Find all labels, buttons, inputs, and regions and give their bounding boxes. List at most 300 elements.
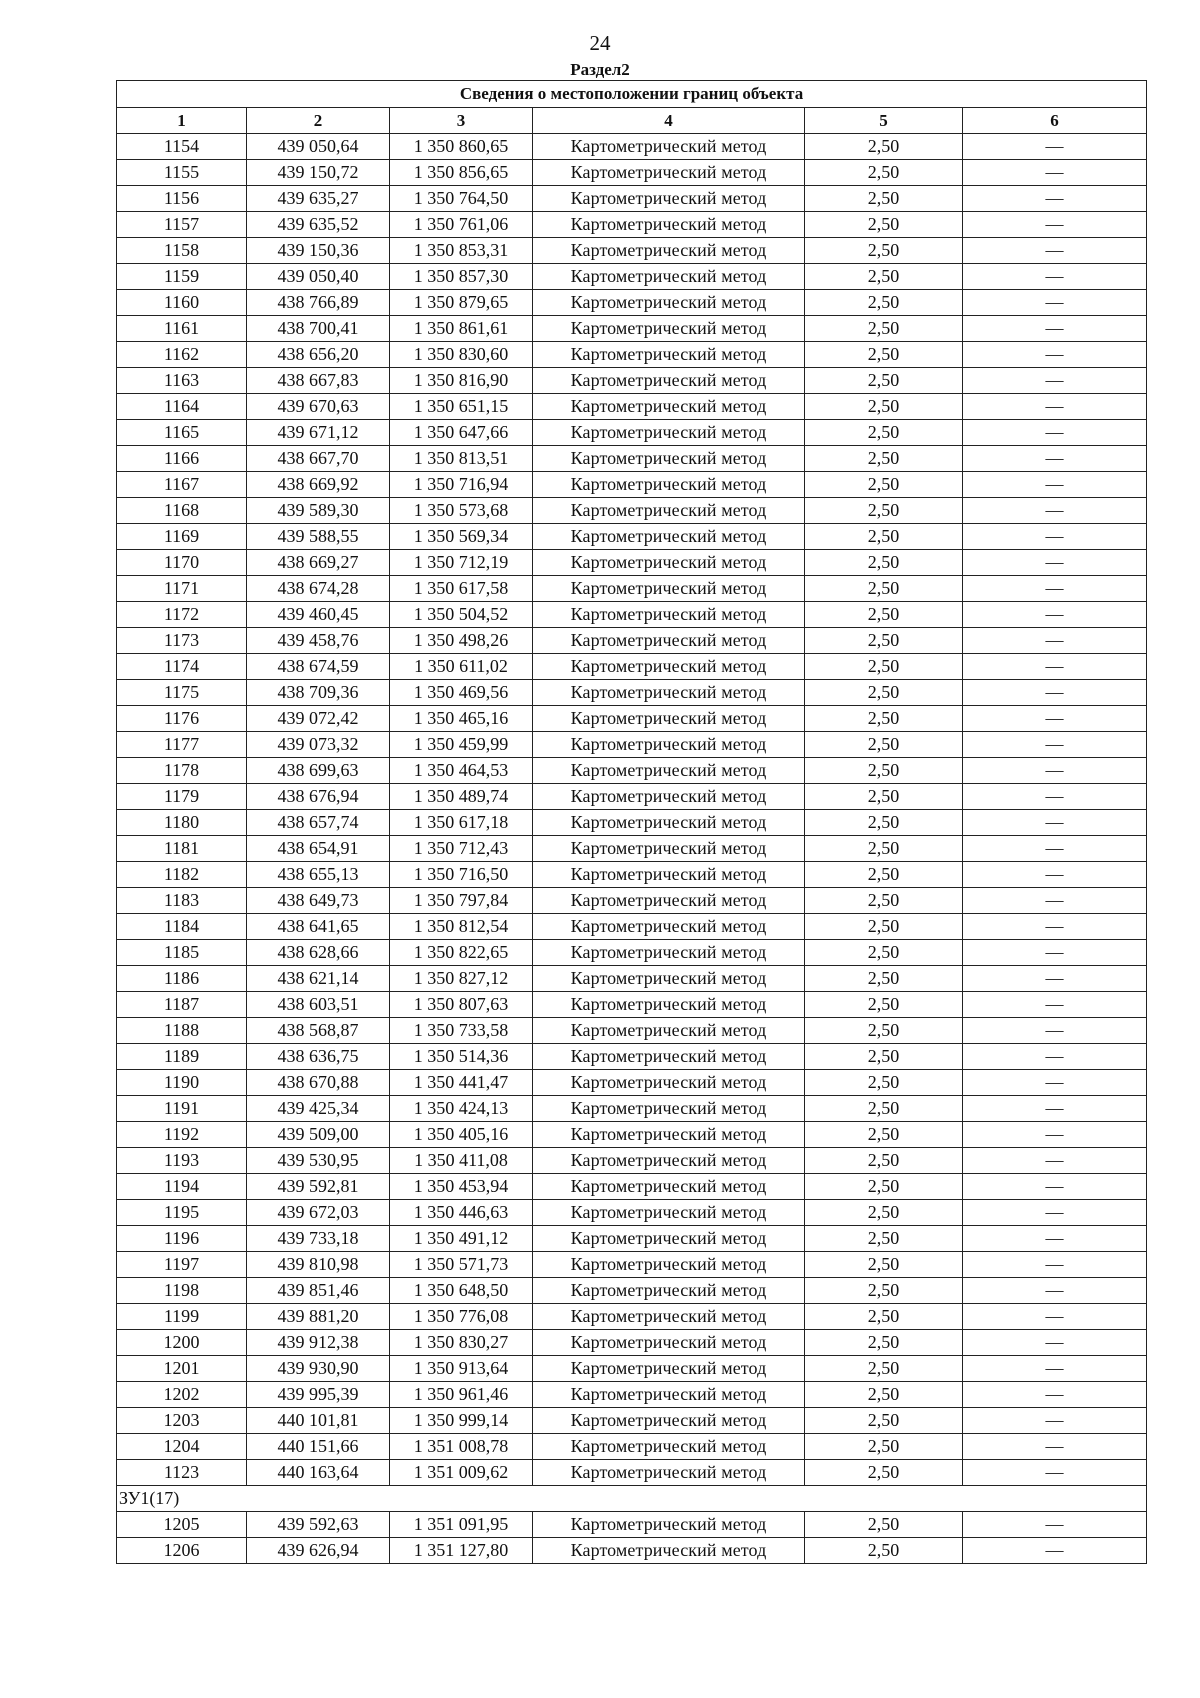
method-cell: Картометрический метод — [533, 316, 805, 342]
x-coordinate-cell: 439 930,90 — [247, 1356, 390, 1382]
y-coordinate-cell: 1 350 514,36 — [390, 1044, 533, 1070]
y-coordinate-cell: 1 350 424,13 — [390, 1096, 533, 1122]
table-row — [117, 1044, 1147, 1070]
table-row — [117, 1330, 1147, 1356]
description-cell: — — [963, 212, 1147, 238]
description-cell: — — [963, 1252, 1147, 1278]
y-coordinate-cell: 1 350 822,65 — [390, 940, 533, 966]
description-cell: — — [963, 992, 1147, 1018]
x-coordinate-cell: 439 912,38 — [247, 1330, 390, 1356]
table-row — [117, 914, 1147, 940]
point-number-cell: 1195 — [117, 1200, 247, 1226]
method-cell: Картометрический метод — [533, 784, 805, 810]
accuracy-cell: 2,50 — [805, 368, 963, 394]
method-cell: Картометрический метод — [533, 706, 805, 732]
y-coordinate-cell: 1 351 127,80 — [390, 1538, 533, 1564]
table-row — [117, 654, 1147, 680]
accuracy-cell: 2,50 — [805, 1278, 963, 1304]
accuracy-cell: 2,50 — [805, 1252, 963, 1278]
point-number-cell: 1171 — [117, 576, 247, 602]
table-row — [117, 238, 1147, 264]
method-cell: Картометрический метод — [533, 550, 805, 576]
table-row — [117, 784, 1147, 810]
description-cell: — — [963, 1200, 1147, 1226]
point-number-cell: 1181 — [117, 836, 247, 862]
accuracy-cell: 2,50 — [805, 498, 963, 524]
accuracy-cell: 2,50 — [805, 420, 963, 446]
table-row — [117, 446, 1147, 472]
table-row — [117, 680, 1147, 706]
x-coordinate-cell: 439 589,30 — [247, 498, 390, 524]
description-cell: — — [963, 1460, 1147, 1486]
x-coordinate-cell: 438 655,13 — [247, 862, 390, 888]
method-cell: Картометрический метод — [533, 1434, 805, 1460]
table-row — [117, 706, 1147, 732]
accuracy-cell: 2,50 — [805, 1460, 963, 1486]
method-cell: Картометрический метод — [533, 212, 805, 238]
accuracy-cell: 2,50 — [805, 134, 963, 160]
table-row — [117, 1356, 1147, 1382]
method-cell: Картометрический метод — [533, 446, 805, 472]
y-coordinate-cell: 1 350 853,31 — [390, 238, 533, 264]
description-cell: — — [963, 1538, 1147, 1564]
x-coordinate-cell: 439 588,55 — [247, 524, 390, 550]
table-row — [117, 1200, 1147, 1226]
y-coordinate-cell: 1 350 861,61 — [390, 316, 533, 342]
point-number-cell: 1157 — [117, 212, 247, 238]
description-cell: — — [963, 602, 1147, 628]
accuracy-cell: 2,50 — [805, 264, 963, 290]
description-cell: — — [963, 472, 1147, 498]
point-number-cell: 1167 — [117, 472, 247, 498]
table-row — [117, 212, 1147, 238]
y-coordinate-cell: 1 350 776,08 — [390, 1304, 533, 1330]
x-coordinate-cell: 439 635,52 — [247, 212, 390, 238]
point-number-cell: 1160 — [117, 290, 247, 316]
y-coordinate-cell: 1 350 453,94 — [390, 1174, 533, 1200]
boundary-coordinates-table — [116, 80, 1147, 1564]
y-coordinate-cell: 1 351 008,78 — [390, 1434, 533, 1460]
y-coordinate-cell: 1 350 879,65 — [390, 290, 533, 316]
column-header: 1 — [117, 108, 247, 134]
method-cell: Картометрический метод — [533, 940, 805, 966]
accuracy-cell: 2,50 — [805, 1200, 963, 1226]
method-cell: Картометрический метод — [533, 342, 805, 368]
x-coordinate-cell: 439 050,40 — [247, 264, 390, 290]
x-coordinate-cell: 439 635,27 — [247, 186, 390, 212]
accuracy-cell: 2,50 — [805, 602, 963, 628]
method-cell: Картометрический метод — [533, 1148, 805, 1174]
method-cell: Картометрический метод — [533, 1070, 805, 1096]
table-row — [117, 1434, 1147, 1460]
point-number-cell: 1198 — [117, 1278, 247, 1304]
x-coordinate-cell: 439 592,63 — [247, 1512, 390, 1538]
point-number-cell: 1170 — [117, 550, 247, 576]
page-number: 24 — [589, 31, 611, 55]
accuracy-cell: 2,50 — [805, 446, 963, 472]
accuracy-cell: 2,50 — [805, 1304, 963, 1330]
table-row — [117, 1538, 1147, 1564]
accuracy-cell: 2,50 — [805, 732, 963, 758]
point-number-cell: 1183 — [117, 888, 247, 914]
point-number-cell: 1185 — [117, 940, 247, 966]
accuracy-cell: 2,50 — [805, 394, 963, 420]
table-row — [117, 1512, 1147, 1538]
group-row — [117, 1486, 1147, 1512]
description-cell: — — [963, 1356, 1147, 1382]
accuracy-cell: 2,50 — [805, 810, 963, 836]
description-cell: — — [963, 706, 1147, 732]
point-number-cell: 1203 — [117, 1408, 247, 1434]
point-number-cell: 1166 — [117, 446, 247, 472]
accuracy-cell: 2,50 — [805, 1408, 963, 1434]
x-coordinate-cell: 438 700,41 — [247, 316, 390, 342]
accuracy-cell: 2,50 — [805, 316, 963, 342]
method-cell: Картометрический метод — [533, 680, 805, 706]
accuracy-cell: 2,50 — [805, 1018, 963, 1044]
point-number-cell: 1201 — [117, 1356, 247, 1382]
method-cell: Картометрический метод — [533, 1356, 805, 1382]
point-number-cell: 1197 — [117, 1252, 247, 1278]
y-coordinate-cell: 1 350 961,46 — [390, 1382, 533, 1408]
y-coordinate-cell: 1 350 569,34 — [390, 524, 533, 550]
accuracy-cell: 2,50 — [805, 1148, 963, 1174]
point-number-cell: 1196 — [117, 1226, 247, 1252]
table-body — [117, 134, 1147, 1564]
table-row — [117, 368, 1147, 394]
method-cell: Картометрический метод — [533, 1278, 805, 1304]
accuracy-cell: 2,50 — [805, 914, 963, 940]
table-row — [117, 186, 1147, 212]
method-cell: Картометрический метод — [533, 134, 805, 160]
y-coordinate-cell: 1 350 405,16 — [390, 1122, 533, 1148]
x-coordinate-cell: 439 150,36 — [247, 238, 390, 264]
table-row — [117, 1018, 1147, 1044]
y-coordinate-cell: 1 350 464,53 — [390, 758, 533, 784]
point-number-cell: 1154 — [117, 134, 247, 160]
x-coordinate-cell: 438 766,89 — [247, 290, 390, 316]
x-coordinate-cell: 438 657,74 — [247, 810, 390, 836]
y-coordinate-cell: 1 350 807,63 — [390, 992, 533, 1018]
table-row — [117, 134, 1147, 160]
x-coordinate-cell: 440 101,81 — [247, 1408, 390, 1434]
description-cell: — — [963, 654, 1147, 680]
x-coordinate-cell: 438 676,94 — [247, 784, 390, 810]
table-row — [117, 498, 1147, 524]
accuracy-cell: 2,50 — [805, 238, 963, 264]
description-cell: — — [963, 186, 1147, 212]
y-coordinate-cell: 1 350 617,18 — [390, 810, 533, 836]
table-row — [117, 966, 1147, 992]
table-caption-row — [117, 81, 1147, 108]
y-coordinate-cell: 1 350 648,50 — [390, 1278, 533, 1304]
accuracy-cell: 2,50 — [805, 1538, 963, 1564]
column-header: 5 — [805, 108, 963, 134]
x-coordinate-cell: 439 458,76 — [247, 628, 390, 654]
table-row — [117, 420, 1147, 446]
description-cell: — — [963, 368, 1147, 394]
column-header-row — [117, 108, 1147, 134]
method-cell: Картометрический метод — [533, 1538, 805, 1564]
method-cell: Картометрический метод — [533, 472, 805, 498]
table-row — [117, 1408, 1147, 1434]
y-coordinate-cell: 1 350 441,47 — [390, 1070, 533, 1096]
method-cell: Картометрический метод — [533, 1174, 805, 1200]
y-coordinate-cell: 1 350 617,58 — [390, 576, 533, 602]
x-coordinate-cell: 438 669,92 — [247, 472, 390, 498]
description-cell: — — [963, 134, 1147, 160]
point-number-cell: 1123 — [117, 1460, 247, 1486]
y-coordinate-cell: 1 350 489,74 — [390, 784, 533, 810]
x-coordinate-cell: 438 641,65 — [247, 914, 390, 940]
description-cell: — — [963, 1226, 1147, 1252]
table-row — [117, 758, 1147, 784]
point-number-cell: 1177 — [117, 732, 247, 758]
point-number-cell: 1159 — [117, 264, 247, 290]
point-number-cell: 1178 — [117, 758, 247, 784]
description-cell: — — [963, 290, 1147, 316]
table-row — [117, 1148, 1147, 1174]
x-coordinate-cell: 439 425,34 — [247, 1096, 390, 1122]
x-coordinate-cell: 439 672,03 — [247, 1200, 390, 1226]
y-coordinate-cell: 1 350 712,19 — [390, 550, 533, 576]
accuracy-cell: 2,50 — [805, 576, 963, 602]
accuracy-cell: 2,50 — [805, 160, 963, 186]
table-row — [117, 342, 1147, 368]
method-cell: Картометрический метод — [533, 1304, 805, 1330]
accuracy-cell: 2,50 — [805, 784, 963, 810]
description-cell: — — [963, 420, 1147, 446]
method-cell: Картометрический метод — [533, 888, 805, 914]
y-coordinate-cell: 1 350 459,99 — [390, 732, 533, 758]
point-number-cell: 1184 — [117, 914, 247, 940]
point-number-cell: 1206 — [117, 1538, 247, 1564]
method-cell: Картометрический метод — [533, 1096, 805, 1122]
method-cell: Картометрический метод — [533, 1460, 805, 1486]
method-cell: Картометрический метод — [533, 498, 805, 524]
table-row — [117, 550, 1147, 576]
accuracy-cell: 2,50 — [805, 1096, 963, 1122]
description-cell: — — [963, 810, 1147, 836]
column-header: 3 — [390, 108, 533, 134]
table-row — [117, 862, 1147, 888]
x-coordinate-cell: 439 509,00 — [247, 1122, 390, 1148]
table-row — [117, 290, 1147, 316]
accuracy-cell: 2,50 — [805, 1122, 963, 1148]
y-coordinate-cell: 1 350 651,15 — [390, 394, 533, 420]
table-row — [117, 576, 1147, 602]
x-coordinate-cell: 439 671,12 — [247, 420, 390, 446]
accuracy-cell: 2,50 — [805, 680, 963, 706]
method-cell: Картометрический метод — [533, 394, 805, 420]
method-cell: Картометрический метод — [533, 654, 805, 680]
description-cell: — — [963, 316, 1147, 342]
x-coordinate-cell: 439 670,63 — [247, 394, 390, 420]
x-coordinate-cell: 438 669,27 — [247, 550, 390, 576]
method-cell: Картометрический метод — [533, 1382, 805, 1408]
description-cell: — — [963, 680, 1147, 706]
point-number-cell: 1188 — [117, 1018, 247, 1044]
description-cell: — — [963, 1122, 1147, 1148]
accuracy-cell: 2,50 — [805, 862, 963, 888]
method-cell: Картометрический метод — [533, 160, 805, 186]
description-cell: — — [963, 1096, 1147, 1122]
table-row — [117, 810, 1147, 836]
accuracy-cell: 2,50 — [805, 1434, 963, 1460]
table-row — [117, 1460, 1147, 1486]
method-cell: Картометрический метод — [533, 186, 805, 212]
point-number-cell: 1199 — [117, 1304, 247, 1330]
y-coordinate-cell: 1 350 827,12 — [390, 966, 533, 992]
table-row — [117, 992, 1147, 1018]
description-cell: — — [963, 238, 1147, 264]
y-coordinate-cell: 1 350 761,06 — [390, 212, 533, 238]
x-coordinate-cell: 438 649,73 — [247, 888, 390, 914]
x-coordinate-cell: 438 674,59 — [247, 654, 390, 680]
method-cell: Картометрический метод — [533, 524, 805, 550]
y-coordinate-cell: 1 350 411,08 — [390, 1148, 533, 1174]
description-cell: — — [963, 264, 1147, 290]
x-coordinate-cell: 439 072,42 — [247, 706, 390, 732]
point-number-cell: 1161 — [117, 316, 247, 342]
y-coordinate-cell: 1 350 913,64 — [390, 1356, 533, 1382]
point-number-cell: 1169 — [117, 524, 247, 550]
y-coordinate-cell: 1 350 830,27 — [390, 1330, 533, 1356]
x-coordinate-cell: 439 851,46 — [247, 1278, 390, 1304]
accuracy-cell: 2,50 — [805, 1356, 963, 1382]
y-coordinate-cell: 1 350 611,02 — [390, 654, 533, 680]
method-cell: Картометрический метод — [533, 420, 805, 446]
accuracy-cell: 2,50 — [805, 212, 963, 238]
description-cell: — — [963, 342, 1147, 368]
y-coordinate-cell: 1 351 091,95 — [390, 1512, 533, 1538]
method-cell: Картометрический метод — [533, 1122, 805, 1148]
description-cell: — — [963, 862, 1147, 888]
table-row — [117, 940, 1147, 966]
y-coordinate-cell: 1 350 812,54 — [390, 914, 533, 940]
point-number-cell: 1173 — [117, 628, 247, 654]
x-coordinate-cell: 439 530,95 — [247, 1148, 390, 1174]
method-cell: Картометрический метод — [533, 1252, 805, 1278]
description-cell: — — [963, 732, 1147, 758]
y-coordinate-cell: 1 350 573,68 — [390, 498, 533, 524]
method-cell: Картометрический метод — [533, 1330, 805, 1356]
method-cell: Картометрический метод — [533, 732, 805, 758]
method-cell: Картометрический метод — [533, 810, 805, 836]
accuracy-cell: 2,50 — [805, 1226, 963, 1252]
point-number-cell: 1205 — [117, 1512, 247, 1538]
description-cell: — — [963, 940, 1147, 966]
accuracy-cell: 2,50 — [805, 186, 963, 212]
point-number-cell: 1156 — [117, 186, 247, 212]
method-cell: Картометрический метод — [533, 602, 805, 628]
description-cell: — — [963, 1408, 1147, 1434]
point-number-cell: 1168 — [117, 498, 247, 524]
y-coordinate-cell: 1 350 716,50 — [390, 862, 533, 888]
description-cell: — — [963, 966, 1147, 992]
description-cell: — — [963, 160, 1147, 186]
column-header: 2 — [247, 108, 390, 134]
table-row — [117, 316, 1147, 342]
column-header: 6 — [963, 108, 1147, 134]
section-title: Раздел2 — [570, 60, 630, 79]
description-cell: — — [963, 1382, 1147, 1408]
point-number-cell: 1200 — [117, 1330, 247, 1356]
y-coordinate-cell: 1 350 860,65 — [390, 134, 533, 160]
point-number-cell: 1172 — [117, 602, 247, 628]
description-cell: — — [963, 784, 1147, 810]
x-coordinate-cell: 438 628,66 — [247, 940, 390, 966]
accuracy-cell: 2,50 — [805, 290, 963, 316]
table-row — [117, 1226, 1147, 1252]
table-row — [117, 602, 1147, 628]
description-cell: — — [963, 888, 1147, 914]
description-cell: — — [963, 1512, 1147, 1538]
group-label: ЗУ1(17) — [117, 1486, 1147, 1512]
accuracy-cell: 2,50 — [805, 628, 963, 654]
accuracy-cell: 2,50 — [805, 706, 963, 732]
y-coordinate-cell: 1 350 491,12 — [390, 1226, 533, 1252]
x-coordinate-cell: 439 460,45 — [247, 602, 390, 628]
x-coordinate-cell: 438 670,88 — [247, 1070, 390, 1096]
x-coordinate-cell: 439 592,81 — [247, 1174, 390, 1200]
point-number-cell: 1187 — [117, 992, 247, 1018]
x-coordinate-cell: 438 654,91 — [247, 836, 390, 862]
table-row — [117, 1174, 1147, 1200]
x-coordinate-cell: 438 656,20 — [247, 342, 390, 368]
accuracy-cell: 2,50 — [805, 940, 963, 966]
point-number-cell: 1176 — [117, 706, 247, 732]
description-cell: — — [963, 1018, 1147, 1044]
point-number-cell: 1186 — [117, 966, 247, 992]
point-number-cell: 1204 — [117, 1434, 247, 1460]
method-cell: Картометрический метод — [533, 264, 805, 290]
table-row — [117, 1122, 1147, 1148]
y-coordinate-cell: 1 350 469,56 — [390, 680, 533, 706]
accuracy-cell: 2,50 — [805, 1044, 963, 1070]
y-coordinate-cell: 1 350 816,90 — [390, 368, 533, 394]
point-number-cell: 1162 — [117, 342, 247, 368]
y-coordinate-cell: 1 350 733,58 — [390, 1018, 533, 1044]
y-coordinate-cell: 1 350 446,63 — [390, 1200, 533, 1226]
x-coordinate-cell: 438 568,87 — [247, 1018, 390, 1044]
description-cell: — — [963, 550, 1147, 576]
x-coordinate-cell: 439 995,39 — [247, 1382, 390, 1408]
x-coordinate-cell: 439 150,72 — [247, 160, 390, 186]
table-row — [117, 1382, 1147, 1408]
method-cell: Картометрический метод — [533, 914, 805, 940]
description-cell: — — [963, 628, 1147, 654]
y-coordinate-cell: 1 350 999,14 — [390, 1408, 533, 1434]
x-coordinate-cell: 438 636,75 — [247, 1044, 390, 1070]
description-cell: — — [963, 576, 1147, 602]
table-row — [117, 394, 1147, 420]
table-row — [117, 1070, 1147, 1096]
y-coordinate-cell: 1 350 813,51 — [390, 446, 533, 472]
accuracy-cell: 2,50 — [805, 550, 963, 576]
accuracy-cell: 2,50 — [805, 836, 963, 862]
method-cell: Картометрический метод — [533, 238, 805, 264]
x-coordinate-cell: 439 881,20 — [247, 1304, 390, 1330]
table-row — [117, 264, 1147, 290]
y-coordinate-cell: 1 350 465,16 — [390, 706, 533, 732]
description-cell: — — [963, 1044, 1147, 1070]
description-cell: — — [963, 1434, 1147, 1460]
description-cell: — — [963, 1278, 1147, 1304]
table-row — [117, 1252, 1147, 1278]
method-cell: Картометрический метод — [533, 1226, 805, 1252]
point-number-cell: 1190 — [117, 1070, 247, 1096]
